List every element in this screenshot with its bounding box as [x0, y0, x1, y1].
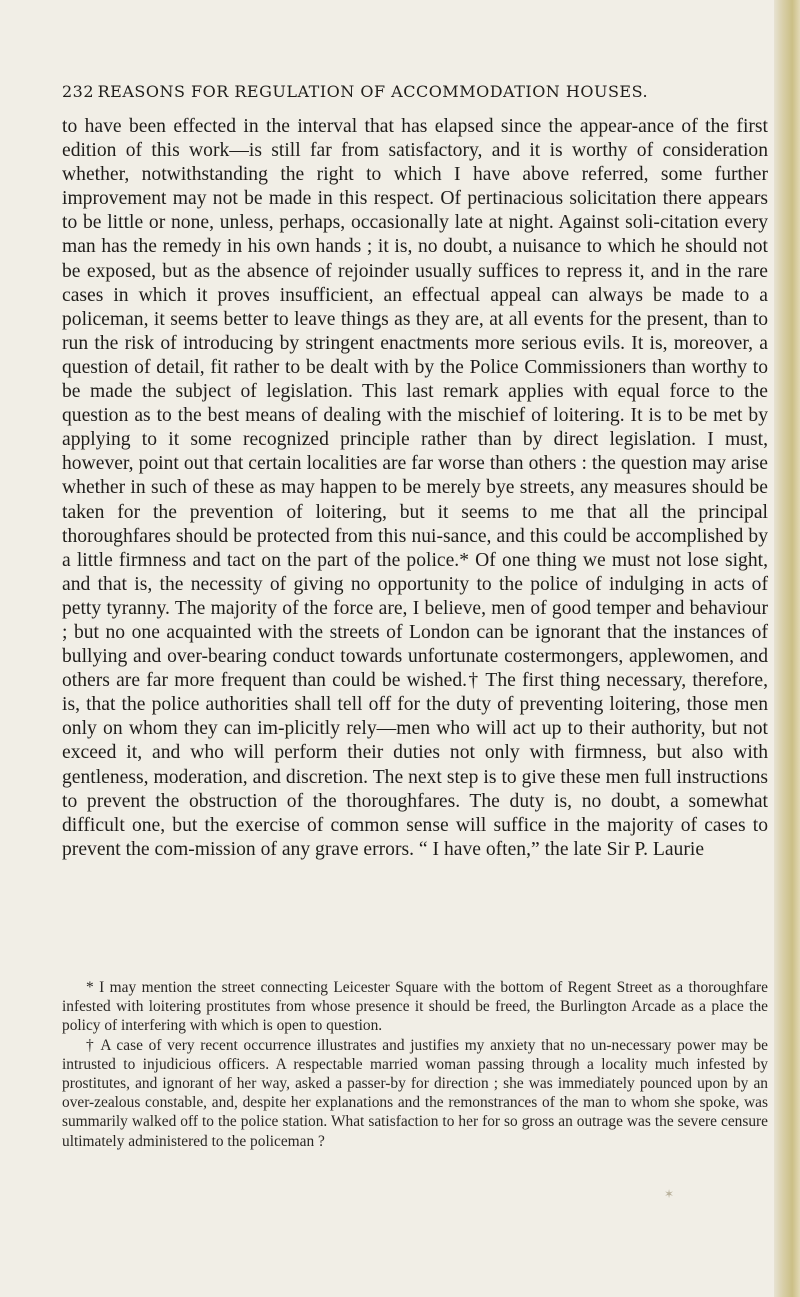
body-paragraph: to have been effected in the interval that has elapsed since the appear-ance of the first edition of this work—is still far from satisfactory, and it is worthy of consideration whether, notwithstanding the right to which I have above referred, some further improvement may not be made in this respect. Of pertinacious solicitation there appears to be little or none, unless, perhaps, occasionally late at night. Against soli-citation every man has the remedy in his own hands ; it is, no doubt, a nuisance to which he should not be exposed, but as the absence of rejoinder usually suffices to repress it, and in the rare cases in which it proves insufficient, an effectual appeal can always be made to a policeman, it seems better to leave things as they are, at all events for the present, than to run the risk of introducing by stringent enactments more serious evils. It is, moreover, a question of detail, fit rather to be dealt with by the Police Commissioners than worthy to be made the subject of legislation. This last remark applies with equal force to the question as to the best means of dealing with the mischief of loitering. It is to be met by applying to it some recognized principle rather than by direct legislation. I must, however, point out that certain localities are far worse than others : the question may arise whether in such of these as may happen to be merely bye streets, any measures should be taken for the prevention of loitering, but it seems to me that all the principal thoroughfares should be protected from this nui-sance, and this could be accomplished by a little firmness and tact on the part of the police.* Of one thing we must not lose sight, and that is, the necessity of giving no opportunity to the police of indulging in acts of petty tyranny. The majority of the force are, I believe, men of good temper and behaviour ; but no one acquainted with the streets of London can be ignorant that the instances of bullying and over-bearing conduct towards unfortunate costermongers, applewomen, and others are far more frequent than could be wished.† The first thing necessary, therefore, is, that the police authorities shall tell off for the duty of preventing loitering, those men only on whom they can im-plicitly rely—men who will act up to their authority, but not exceed it, and who will perform their duties not only with firmness, but also with gentleness, moderation, and discretion. The next step is to give these men full instructions to prevent the obstruction of the thoroughfares. The duty is, no doubt, a somewhat difficult one, but the exercise of common sense will suffice in the majority of cases to prevent the com-mission of any grave errors. “ I have often,” the late Sir P. Laurie [62, 116, 768, 860]
page-number: 232 [62, 82, 95, 101]
footnotes [62, 978, 768, 1151]
running-head-title: REASONS FOR REGULATION OF ACCOMMODATION HOUSES. [97, 82, 649, 101]
stray-mark: ✶ [664, 1187, 675, 1201]
footnote-asterisk: * I may mention the street connecting Leicester Square with the bottom of Regent Street as a thoroughfare infested with loitering prostitutes from whose presence it should be freed, the Burlington Arcade as a place the policy of interfering with which is open to question. [62, 979, 768, 1035]
running-head [62, 82, 712, 104]
page-edge [774, 0, 800, 1297]
footnote-dagger: † A case of very recent occurrence illustrates and justifies my anxiety that no un-necessary power may be intrusted to injudicious officers. A respectable married woman passing through a locality much infested by prostitutes, and ignorant of her way, asked a passer-by for direction ; she was immediately pounced upon by an over-zealous constable, and, despite her explanations and the remonstrances of the man to whom she spoke, was summarily walked off to the police station. What satisfaction to her for so gross an outrage was the severe censure ultimately administered to the policeman ? [62, 1036, 768, 1150]
